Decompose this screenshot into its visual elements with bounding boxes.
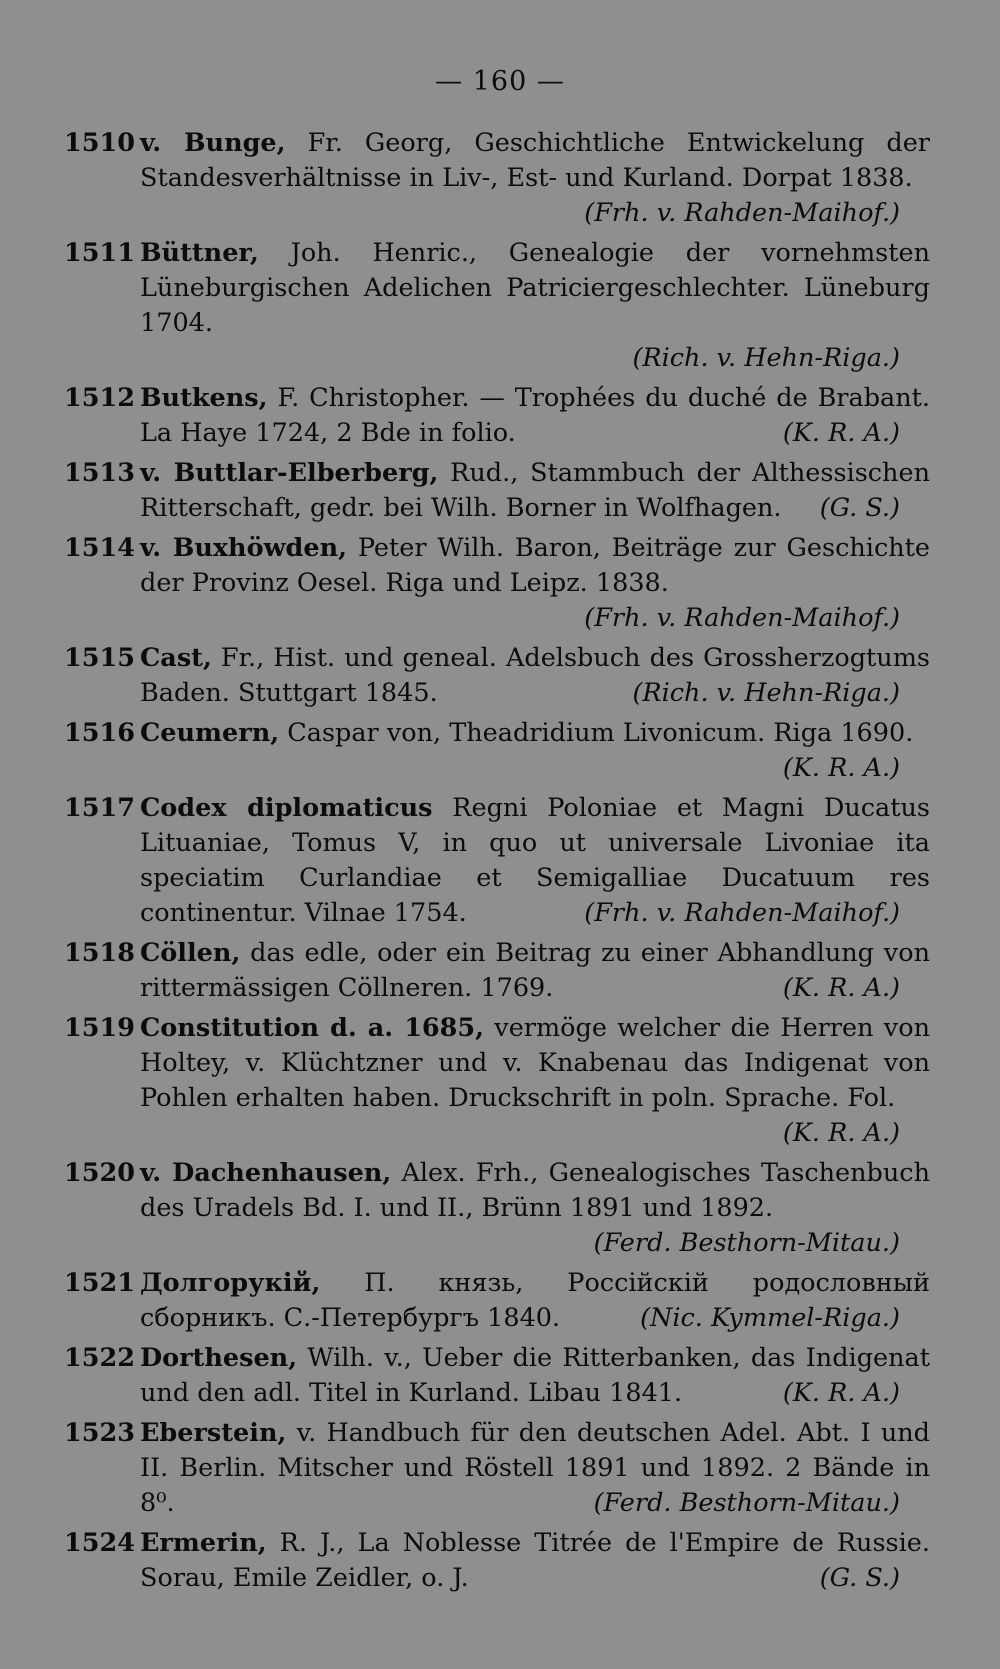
entry-provenance: (Rich. v. Hehn-Riga.): [632, 343, 900, 373]
entry-provenance: (Ferd. Besthorn-Mitau.): [593, 1228, 900, 1258]
entry-author: v. Buttlar-Elberberg,: [140, 458, 439, 488]
page-number: — 160 —: [435, 66, 565, 97]
entry-body: [140, 1526, 930, 1596]
entry-number: 1513: [64, 458, 135, 488]
entry: [64, 456, 930, 526]
entry-body: [140, 791, 930, 931]
entry-text: das edle, oder ein Beitrag zu einer Abhandlung von rittermässigen Cöllneren. 1769.: [140, 938, 930, 1003]
entry-number: 1515: [64, 643, 135, 673]
entry-provenance: (K. R. A.): [782, 973, 900, 1003]
entry-body: [140, 1156, 930, 1261]
entry: [64, 381, 930, 451]
entry-author: Eberstein,: [140, 1418, 287, 1448]
entry: [64, 1341, 930, 1411]
entry-body: [140, 531, 930, 636]
entry-body: [140, 456, 930, 526]
entry-author: Ceumern,: [140, 718, 280, 748]
entry-text: Rud., Stammbuch der Althessischen Ritterschaft, gedr. bei Wilh. Borner in Wolfhagen.: [140, 458, 930, 523]
entry: [64, 1416, 930, 1521]
entry-number: 1524: [64, 1528, 135, 1558]
entry-author: Ermerin,: [140, 1528, 267, 1558]
entry-number: 1511: [64, 238, 135, 268]
entry-provenance: (Frh. v. Rahden-Maihof.): [584, 198, 900, 228]
entry-provenance: (Nic. Kymmel-Riga.): [640, 1303, 900, 1333]
entry-author: Долгорукій,: [140, 1268, 321, 1298]
entry-body: [140, 1011, 930, 1151]
entry-body: [140, 716, 930, 786]
entry: [64, 791, 930, 931]
entry-number: 1520: [64, 1158, 135, 1188]
entry-number: 1510: [64, 128, 135, 158]
entry-author: Dorthesen,: [140, 1343, 298, 1373]
entry-text: F. Christopher. — Trophées du duché de Brabant. La Haye 1724, 2 Bde in folio.: [140, 383, 930, 448]
entry-provenance: (Rich. v. Hehn-Riga.): [632, 678, 900, 708]
entry: [64, 1526, 930, 1596]
entry-author: Constitution d. a. 1685,: [140, 1013, 485, 1043]
entry-body: [140, 381, 930, 451]
entry-body: [140, 236, 930, 376]
entry: [64, 126, 930, 231]
entry-number: 1522: [64, 1343, 135, 1373]
entry-list: [64, 126, 930, 1601]
entry: [64, 236, 930, 376]
entry-number: 1514: [64, 533, 135, 563]
entry-text: Wilh. v., Ueber die Ritterbanken, das Indigenat und den adl. Titel in Kurland. Libau 1841.: [140, 1343, 930, 1408]
entry-author: v. Dachenhausen,: [140, 1158, 392, 1188]
entry-body: [140, 1416, 930, 1521]
entry-number: 1517: [64, 793, 135, 823]
entry: [64, 936, 930, 1006]
entry-author: Cöllen,: [140, 938, 241, 968]
entry-provenance: (K. R. A.): [782, 1378, 900, 1408]
entry-number: 1518: [64, 938, 135, 968]
entry: [64, 641, 930, 711]
entry-author: Cast,: [140, 643, 212, 673]
entry-author: Codex diplomaticus: [140, 793, 433, 823]
entry-provenance: (K. R. A.): [782, 753, 900, 783]
entry-body: [140, 1266, 930, 1336]
entry-body: [140, 936, 930, 1006]
entry-text: Fr., Hist. und geneal. Adelsbuch des Grossherzogtums Baden. Stuttgart 1845.: [140, 643, 930, 708]
entry-text: Alex. Frh., Genealogisches Taschenbuch des Uradels Bd. I. und II., Brünn 1891 und 1892.: [140, 1158, 930, 1223]
entry-provenance: (K. R. A.): [782, 418, 900, 448]
entry-number: 1516: [64, 718, 135, 748]
entry-provenance: (G. S.): [819, 1563, 900, 1593]
entry-author: Butkens,: [140, 383, 268, 413]
entry-body: [140, 1341, 930, 1411]
entry-provenance: (Ferd. Besthorn-Mitau.): [593, 1488, 900, 1518]
entry-text: Fr. Georg, Geschichtliche Entwickelung der Standesverhältnisse in Liv-, Est- und Kurland. Dorpat 1838.: [140, 128, 930, 193]
entry: [64, 716, 930, 786]
entry-text: v. Handbuch für den deutschen Adel. Abt. I und II. Berlin. Mitscher und Röstell 1891 und 1892. 2 Bände in 8⁰.: [140, 1418, 930, 1518]
entry-provenance: (Frh. v. Rahden-Maihof.): [584, 603, 900, 633]
entry: [64, 1156, 930, 1261]
entry-provenance: (G. S.): [819, 493, 900, 523]
entry-text: П. князь, Россійскій родословный сборникъ. С.-Петербургъ 1840.: [140, 1268, 930, 1333]
entry-text: Peter Wilh. Baron, Beiträge zur Geschichte der Provinz Oesel. Riga und Leipz. 1838.: [140, 533, 930, 598]
entry-body: [140, 641, 930, 711]
entry-provenance: (K. R. A.): [782, 1118, 900, 1148]
entry-author: Büttner,: [140, 238, 259, 268]
entry-author: v. Bunge,: [140, 128, 286, 158]
entry: [64, 531, 930, 636]
entry: [64, 1011, 930, 1151]
entry-number: 1523: [64, 1418, 135, 1448]
entry-body: [140, 126, 930, 231]
entry-author: v. Buxhöwden,: [140, 533, 348, 563]
entry-text: R. J., La Noblesse Titrée de l'Empire de Russie. Sorau, Emile Zeidler, o. J.: [140, 1528, 930, 1593]
entry: [64, 1266, 930, 1336]
entry-number: 1521: [64, 1268, 135, 1298]
entry-provenance: (Frh. v. Rahden-Maihof.): [584, 898, 900, 928]
entry-number: 1519: [64, 1013, 135, 1043]
entry-text: Joh. Henric., Genealogie der vornehmsten Lüneburgischen Adelichen Patriciergeschlechter. Lüneburg 1704.: [140, 238, 930, 338]
entry-text: vermöge welcher die Herren von Holtey, v. Klüchtzner und v. Knabenau das Indigenat von Pohlen erhalten haben. Druckschrift in poln. Sprache. Fol.: [140, 1013, 930, 1113]
entry-number: 1512: [64, 383, 135, 413]
entry-text: Regni Poloniae et Magni Ducatus Lituaniae, Tomus V, in quo ut universale Livoniae ita speciatim Curlandiae et Semigalliae Ducatuum res continentur. Vilnae 1754.: [140, 793, 931, 928]
entry-text: Caspar von, Theadridium Livonicum. Riga 1690.: [279, 718, 914, 748]
